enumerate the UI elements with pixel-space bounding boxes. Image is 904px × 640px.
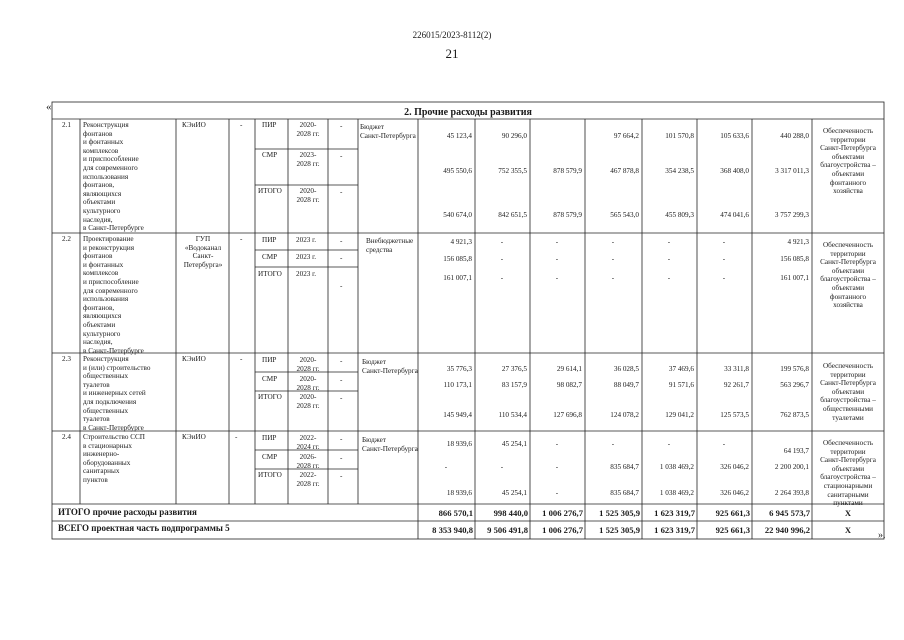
cell-value: - bbox=[555, 274, 559, 282]
row-executor: КЭиИО bbox=[182, 433, 206, 441]
sub-type: ПИР bbox=[262, 356, 277, 364]
row-result: Обеспеченность территории Санкт-Петербурга объектами благоустройства – объектами фонтанного хозяйства bbox=[820, 127, 876, 196]
cell-value: 97 664,2 bbox=[613, 132, 639, 140]
cell-value: 35 776,3 bbox=[446, 365, 472, 373]
cell-value: 455 809,3 bbox=[665, 211, 694, 219]
total-result: Х bbox=[844, 508, 852, 518]
sub-type: ИТОГО bbox=[258, 187, 282, 195]
sub-type: ИТОГО bbox=[258, 471, 282, 479]
total-value: 6 945 573,7 bbox=[769, 508, 810, 518]
cell-value: 18 939,6 bbox=[446, 489, 472, 497]
total-result: Х bbox=[844, 525, 852, 535]
sub-type: ПИР bbox=[262, 434, 277, 442]
cell-value: 64 193,7 bbox=[783, 447, 809, 455]
cell-value: 3 757 299,3 bbox=[774, 211, 809, 219]
sub-type: СМР bbox=[262, 151, 278, 159]
cell-value: 4 921,3 bbox=[450, 238, 472, 246]
cell-value: 110 173,1 bbox=[443, 381, 472, 389]
cell-value: 161 007,1 bbox=[780, 274, 809, 282]
cell-value: 835 684,7 bbox=[610, 463, 639, 471]
cell-value: 326 046,2 bbox=[720, 463, 749, 471]
cell-value: 88 049,7 bbox=[613, 381, 639, 389]
sub-period: 2020- 2028 гг. bbox=[296, 121, 320, 138]
cell-value: - bbox=[667, 238, 671, 246]
cell-value: 110 534,4 bbox=[498, 411, 527, 419]
sub-dash: - bbox=[340, 188, 343, 196]
cell-value: 45 123,4 bbox=[446, 132, 472, 140]
row-name: Строительство ССП в стационарных инженерно- оборудованных санитарных пунктов bbox=[83, 433, 146, 484]
cell-value: 92 261,7 bbox=[723, 381, 749, 389]
row-number: 2.3 bbox=[62, 355, 71, 363]
cell-value: 878 579,9 bbox=[553, 211, 582, 219]
cell-value: - bbox=[722, 274, 726, 282]
row-source: Бюджет Санкт-Петербурга bbox=[362, 436, 418, 453]
sub-type: ИТОГО bbox=[258, 270, 282, 278]
cell-value: 90 296,0 bbox=[501, 132, 527, 140]
cell-value: - bbox=[500, 463, 504, 471]
cell-value: - bbox=[722, 440, 726, 448]
row-number: 2.2 bbox=[62, 235, 71, 243]
cell-value: 161 007,1 bbox=[443, 274, 472, 282]
row-executor: КЭиИО bbox=[182, 121, 206, 129]
cell-value: 354 238,5 bbox=[665, 167, 694, 175]
cell-value: - bbox=[555, 489, 559, 497]
sub-type: ИТОГО bbox=[258, 393, 282, 401]
cell-value: - bbox=[500, 238, 504, 246]
cell-value: 101 570,8 bbox=[665, 132, 694, 140]
cell-value: - bbox=[555, 463, 559, 471]
sub-period: 2020- 2028 гг. bbox=[296, 375, 320, 392]
total-value: 925 661,3 bbox=[715, 525, 750, 535]
cell-value: 18 939,6 bbox=[446, 440, 472, 448]
cell-value: 540 674,0 bbox=[443, 211, 472, 219]
cell-value: - bbox=[722, 238, 726, 246]
row-name: Реконструкция фонтанов и фонтанных комплексов и приспособление для современного использования фонтанов, являющихся объектами культурного наследия, в Санкт-Петербурге bbox=[83, 121, 144, 233]
cell-value: 467 878,8 bbox=[610, 167, 639, 175]
total-value: 9 506 491,8 bbox=[487, 525, 528, 535]
total-value: 8 353 940,8 bbox=[432, 525, 473, 535]
cell-value: 91 571,6 bbox=[668, 381, 694, 389]
cell-value: - bbox=[444, 463, 448, 471]
total-label: ВСЕГО проектная часть подпрограммы 5 bbox=[58, 523, 230, 533]
sub-period: 2023 г. bbox=[296, 270, 317, 278]
cell-value: - bbox=[500, 274, 504, 282]
cell-value: 33 311,8 bbox=[724, 365, 749, 373]
cell-value: 3 317 011,3 bbox=[775, 167, 809, 175]
sub-period: 2023 г. bbox=[296, 253, 317, 261]
cell-value: - bbox=[611, 238, 615, 246]
cell-value: - bbox=[500, 255, 504, 263]
cell-value: 105 633,6 bbox=[720, 132, 749, 140]
row-source: Бюджет Санкт-Петербурга bbox=[360, 123, 416, 140]
cell-value: 156 085,8 bbox=[443, 255, 472, 263]
sub-period: 2022- 2028 гг. bbox=[296, 471, 320, 488]
row-name: Реконструкция и (или) строительство общественных туалетов и инженерных сетей для подключения общественных туалетов в Санкт-Петербурге bbox=[83, 355, 151, 432]
cell-value: - bbox=[555, 255, 559, 263]
sub-dash: - bbox=[340, 472, 343, 480]
quote-close: ». bbox=[878, 530, 886, 541]
cell-value: 1 038 469,2 bbox=[659, 463, 694, 471]
total-value: 866 570,1 bbox=[438, 508, 473, 518]
cell-value: 565 543,0 bbox=[610, 211, 639, 219]
row-executor: ГУП «Водоканал Санкт- Петербурга» bbox=[183, 235, 223, 269]
total-value: 1 623 319,7 bbox=[654, 525, 695, 535]
sub-period: 2020- 2028 гг. bbox=[296, 393, 320, 410]
cell-value: - bbox=[611, 255, 615, 263]
cell-value: 45 254,1 bbox=[501, 440, 527, 448]
cell-value: 29 614,1 bbox=[556, 365, 582, 373]
cell-value: 37 469,6 bbox=[668, 365, 694, 373]
cell-value: 326 046,2 bbox=[720, 489, 749, 497]
row-number: 2.4 bbox=[62, 433, 71, 441]
sub-type: ПИР bbox=[262, 121, 277, 129]
sub-period: 2023 г. bbox=[296, 236, 317, 244]
cell-value: 156 085,8 bbox=[780, 255, 809, 263]
cell-value: 36 028,5 bbox=[613, 365, 639, 373]
cell-value: 440 288,0 bbox=[780, 132, 809, 140]
total-value: 925 661,3 bbox=[715, 508, 750, 518]
sub-dash: - bbox=[340, 394, 343, 402]
doc-number: 226015/2023-8112(2) bbox=[412, 30, 492, 40]
cell-value: - bbox=[722, 255, 726, 263]
row-dash: - bbox=[240, 121, 243, 129]
sub-period: 2020- 2028 гг. bbox=[296, 356, 320, 373]
row-result: Обеспеченность территории Санкт-Петербурга объектами благоустройства – стационарными санитарными пунктами bbox=[820, 439, 876, 508]
cell-value: 2 200 200,1 bbox=[774, 463, 809, 471]
total-value: 1 525 305,9 bbox=[599, 508, 640, 518]
row-source: Бюджет Санкт-Петербурга bbox=[362, 358, 418, 375]
sub-dash: - bbox=[340, 122, 343, 130]
row-result: Обеспеченность территории Санкт-Петербурга объектами благоустройства – объектами фонтанного хозяйства bbox=[820, 241, 876, 310]
cell-value: - bbox=[611, 274, 615, 282]
sub-period: 2026- 2028 гг. bbox=[296, 453, 320, 470]
cell-value: 27 376,5 bbox=[501, 365, 527, 373]
cell-value: 752 355,5 bbox=[498, 167, 527, 175]
cell-value: - bbox=[667, 274, 671, 282]
cell-value: 124 078,2 bbox=[610, 411, 639, 419]
row-name: Проектирование и реконструкция фонтанов и фонтанных комплексов и приспособление для современного использования фонтанов, являющихся объектами культурного наследия, в Санкт-Петербурге bbox=[83, 235, 144, 355]
total-value: 1 006 276,7 bbox=[542, 508, 583, 518]
sub-dash: - bbox=[340, 357, 343, 365]
row-source: Внебюджетные средства bbox=[366, 237, 414, 254]
cell-value: 1 038 469,2 bbox=[659, 489, 694, 497]
total-value: 1 623 319,7 bbox=[654, 508, 695, 518]
row-dash: - bbox=[240, 355, 243, 363]
sub-dash: - bbox=[340, 237, 343, 245]
cell-value: 145 949,4 bbox=[443, 411, 472, 419]
sub-dash: - bbox=[340, 454, 343, 462]
cell-value: 842 651,5 bbox=[498, 211, 527, 219]
cell-value: 835 684,7 bbox=[610, 489, 639, 497]
page-number: 21 bbox=[445, 46, 459, 61]
row-dash: - bbox=[240, 235, 243, 243]
row-result: Обеспеченность территории Санкт-Петербурга объектами благоустройства – общественными туалетами bbox=[820, 362, 876, 422]
quote-open: « bbox=[46, 101, 52, 113]
cell-value: 878 579,9 bbox=[553, 167, 582, 175]
cell-value: 762 873,5 bbox=[780, 411, 809, 419]
cell-value: - bbox=[667, 440, 671, 448]
cell-value: - bbox=[555, 238, 559, 246]
cell-value: 83 157,9 bbox=[501, 381, 527, 389]
sub-dash: - bbox=[340, 376, 343, 384]
cell-value: 563 296,7 bbox=[780, 381, 809, 389]
cell-value: 125 573,5 bbox=[720, 411, 749, 419]
total-value: 1 006 276,7 bbox=[542, 525, 583, 535]
sub-dash: - bbox=[340, 254, 343, 262]
total-value: 998 440,0 bbox=[493, 508, 528, 518]
sub-period: 2022- 2024 гг. bbox=[296, 434, 320, 451]
total-value: 22 940 996,2 bbox=[764, 525, 810, 535]
sub-dash: - bbox=[340, 152, 343, 160]
sub-period: 2020- 2028 гг. bbox=[296, 187, 320, 204]
sub-type: СМР bbox=[262, 453, 278, 461]
cell-value: 4 921,3 bbox=[787, 238, 809, 246]
cell-value: - bbox=[611, 440, 615, 448]
cell-value: 127 696,8 bbox=[553, 411, 582, 419]
cell-value: 474 041,6 bbox=[720, 211, 749, 219]
cell-value: 368 408,0 bbox=[720, 167, 749, 175]
cell-value: 98 082,7 bbox=[556, 381, 582, 389]
row-dash: - bbox=[235, 433, 238, 441]
sub-type: СМР bbox=[262, 375, 278, 383]
cell-value: 199 576,8 bbox=[780, 365, 809, 373]
cell-value: - bbox=[667, 255, 671, 263]
cell-value: 495 550,6 bbox=[443, 167, 472, 175]
sub-period: 2023- 2028 гг. bbox=[296, 151, 320, 168]
cell-value: - bbox=[555, 440, 559, 448]
total-value: 1 525 305,9 bbox=[599, 525, 640, 535]
section-title: 2. Прочие расходы развития bbox=[404, 107, 532, 118]
total-label: ИТОГО прочие расходы развития bbox=[58, 507, 197, 517]
cell-value: 2 264 393,8 bbox=[774, 489, 809, 497]
row-number: 2.1 bbox=[62, 121, 71, 129]
row-executor: КЭиИО bbox=[182, 355, 206, 363]
sub-type: СМР bbox=[262, 253, 278, 261]
cell-value: 45 254,1 bbox=[501, 489, 527, 497]
sub-type: ПИР bbox=[262, 236, 277, 244]
sub-dash: - bbox=[340, 435, 343, 443]
cell-value: 129 041,2 bbox=[665, 411, 694, 419]
sub-dash: - bbox=[340, 282, 343, 290]
